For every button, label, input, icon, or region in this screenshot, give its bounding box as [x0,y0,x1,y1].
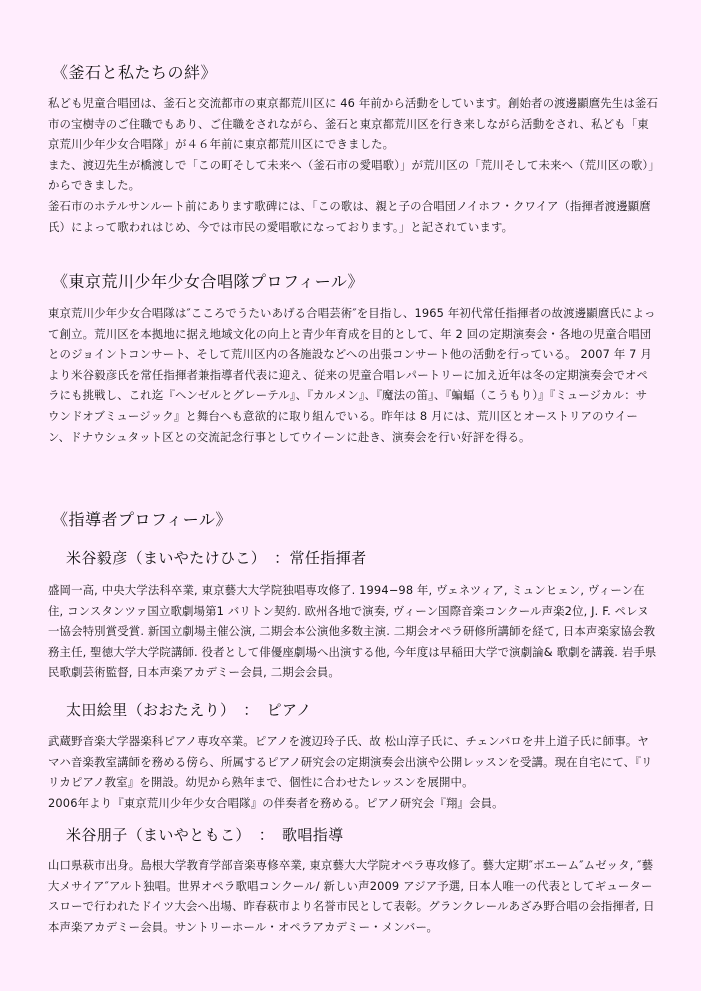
instructor-bio: 山口県萩市出身。島根大学教育学部音楽専修卒業, 東京藝大大学院オペラ専攻修了。藝大定期″ボエーム″ムゼッタ, ″藝大メサイア″アルト独唱。世界オペラ歌唱コンクール/ 新しい声2009 アジア予選, 日本人唯一の代表としてギュータースローで行われたドイツ大会へ出場、昨春萩市より名誉市民として表彰。グランクレールあざみ野合唱の会指揮者, 日本声楽アカデミー会員。サントリーホール・オペラアカデミー・メンバー。 [48,858,655,934]
section-title-instructors: 《指導者プロフィール》 [52,510,232,529]
paragraph: 私ども児童合唱団は、釜石と交流都市の東京都荒川区に 46 年前から活動をしています。創始者の渡邊顯麿先生は釜石市の宝樹寺のご住職でもあり、ご住職をされながら、釜石と東京都荒川区を行き来しながら活動をされ、私ども「東京荒川少年少女合唱隊」が４６年前に東京都荒川区にできました。 [48,96,658,152]
section-body-kamaishi [48,93,658,237]
paragraph: また、渡辺先生が橋渡しで「この町そして未来へ（釜石市の愛唱歌）」が荒川区の「荒川そして未来へ（荒川区の歌）」からできました。 [48,157,655,193]
instructor-bio: 武蔵野音楽大学器楽科ピアノ専攻卒業。ピアノを渡辺玲子氏、故 松山淳子氏に、チェンバロを井上道子氏に師事。ヤマハ音楽教室講師を務める傍ら、所属するピアノ研究会の定期演奏会出演や公開レッスンを受講。現在自宅にて、『リリカピアノ教室』を開設。幼児から熟年まで、個性に合わせたレッスンを展開中。 2006年より『東京荒川少年少女合唱隊』の伴奏者を務める。ピアノ研究会『翔』会員。 [48,734,653,810]
section-title-kamaishi: 《釜石と私たちの絆》 [52,63,218,82]
section-body-choir-profile [48,303,658,447]
instructor-heading: 米谷朋子（まいやともこ） ： 歌唱指導 [66,826,344,844]
instructor-heading: 米谷毅彦（まいやたけひこ） ：常任指揮者 [66,549,367,567]
paragraph: 釜石市のホテルサンルート前にあります歌碑には、「この歌は、親と子の合唱団ノイホフ・クワイア（指揮者渡邊顯麿氏）によって歌われはじめ、今では市民の愛唱歌になっております。」と記されています。 [48,198,651,234]
instructor-heading: 太田絵里（おおたえり） ： ピアノ [66,701,312,719]
paragraph: 東京荒川少年少女合唱隊は″こころでうたいあげる合唱芸術″を目指し、1965 年初代常任指揮者の故渡邊顯麿氏によって創立。荒川区を本拠地に据え地域文化の向上と青少年育成を目的として、年 2 回の定期演奏会・各地の児童合唱団とのジョイントコンサート、そして荒川区内の各施設などへの出張コンサート他の活動を行っている。 2007 年 7 月より米谷毅彦氏を常任指揮者兼指導者代表に迎え、従来の児童合唱レパートリーに加え近年は冬の定期演奏会でオペラにも挑戦し、これ迄『ヘンゼルとグレーテル』、『カルメン』、『魔法の笛』、『蝙蝠（こうもり）』『ミュージカル：サウンドオブミュージック』と舞台へも意欲的に取り組んでいる。昨年は 8 月には、荒川区とオーストリアのウイーン、ドナウシュタット区との交流記念行事としてウイーンに赴き、演奏会を行い好評を得る。 [48,306,656,444]
section-title-choir-profile: 《東京荒川少年少女合唱隊プロフィール》 [52,272,364,291]
instructor-bio: 盛岡一高, 中央大学法科卒業, 東京藝大大学院独唱専攻修了. 1994−98 年, ヴェネツィア, ミュンヒェン, ヴィーン在住, コンスタンツァ国立歌劇場第1 バリトン契約. 欧州各地で演奏, ヴィーン国際音楽コンクール声楽2位, J. F. ペレヌ一協会特別賞受賞. 新国立劇場主催公演, 二期会本公演他多数主演. 二期会オペラ研修所講師を経て, 日本声楽家協会教務主任, 聖徳大学大学院講師. 役者として俳優座劇場へ出演する他, 今年度は早稲田大学で演劇論& 歌劇を講義. 岩手県民歌劇芸術監督, 日本声楽アカデミー会員, 二期会会員。 [48,583,657,680]
